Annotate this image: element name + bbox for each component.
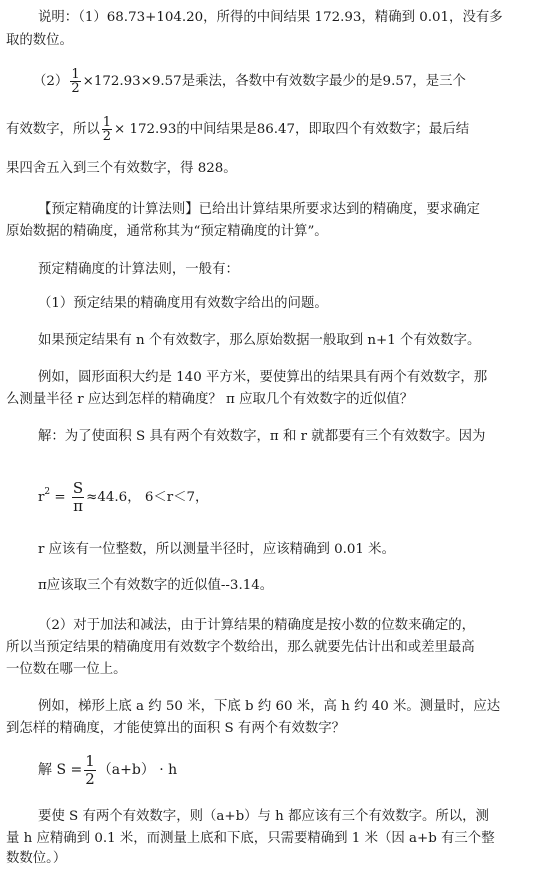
p7-line1: 例如，圆形面积大约是 140 平方米，要使算出的结果具有两个有效数字，那 <box>38 370 488 385</box>
equation-trapezoid-area: 解 S = $\frac{1}{2}$ （a+b） · h <box>38 751 178 788</box>
p1-line1: 说明：（1）68.73+104.20，所得的中间结果 172.93，精确到 0.01，没有多 <box>38 10 503 25</box>
fraction-s-over-pi: $\frac{S}{\pi}$ <box>72 479 84 515</box>
p13-line1: 要使 S 有两个有效数字，则（a+b）与 h 都应该有三个有效数字。所以，测 <box>38 809 489 824</box>
fraction-half: $\frac{1}{2}$ <box>71 67 80 96</box>
p12-line2: 到怎样的精确度，才能使算出的面积 S 有两个有效数字？ <box>6 721 346 736</box>
fraction-half-2: $\frac{1}{2}$ <box>102 115 112 144</box>
p11-line1: （2）对于加法和减法，由于计算结果的精确度是按小数的位数来确定的， <box>38 618 476 633</box>
p10: π应该取三个有效数字的近似值--3.14。 <box>38 578 274 593</box>
p5: （1）预定结果的精确度用有效数字给出的问题。 <box>38 296 328 311</box>
p9: r 应该有一位整数，所以测量半径时，应该精确到 0.01 米。 <box>38 542 395 557</box>
p11-line2: 所以当预定结果的精确度用有效数字个数给出，那么就要先估计出和或差里最高 <box>6 640 475 655</box>
p2-expression: ×172.93×9.57是乘法，各数中有效数字最少的是9.57，是三个 <box>82 74 466 89</box>
p3-line2: 原始数据的精确度，通常称其为“预定精确度的计算”。 <box>6 224 328 239</box>
p7-line2: 么测量半径 r 应达到怎样的精确度？ π 应取几个有效数字的近似值？ <box>6 392 414 407</box>
p6: 如果预定结果有 n 个有效数字，那么原始数据一般取到 n+1 个有效数字。 <box>38 333 481 348</box>
p12-line1: 例如，梯形上底 a 约 50 米，下底 b 约 60 米，高 h 约 40 米。测量时，应达 <box>38 699 501 714</box>
p4: 预定精确度的计算法则，一般有： <box>38 262 239 277</box>
p2-label: （2） <box>33 74 69 89</box>
p1-line2: 取的数位。 <box>6 33 73 48</box>
p2-line1 <box>33 68 466 95</box>
p13-line3: 数数位。） <box>6 851 67 866</box>
p11-line3: 一位数在哪一位上。 <box>6 662 127 677</box>
equation-r-squared: $r^2$ = $\frac{S}{\pi}$ ≈44.6， 6＜r＜7， <box>38 479 209 515</box>
p8: 解：为了使面积 S 具有两个有效数字，π 和 r 就都要有三个有效数字。因为 <box>38 429 486 444</box>
p3-line1: 【预定精确度的计算法则】已给出计算结果所要求达到的精确度，要求确定 <box>38 202 480 217</box>
p13-line2: 量 h 应精确到 0.1 米，而测量上底和下底，只需要精确到 1 米（因 a+b 有三个整 <box>6 831 495 846</box>
fraction-one-half: $\frac{1}{2}$ <box>85 751 95 788</box>
p2-line2: 有效数字，所以 $\frac{1}{2}$ × 172.93的中间结果是86.47，即取四个有效数字；最后结 <box>6 115 470 144</box>
p2-line3: 果四舍五入到三个有效数字，得 828。 <box>6 161 237 176</box>
